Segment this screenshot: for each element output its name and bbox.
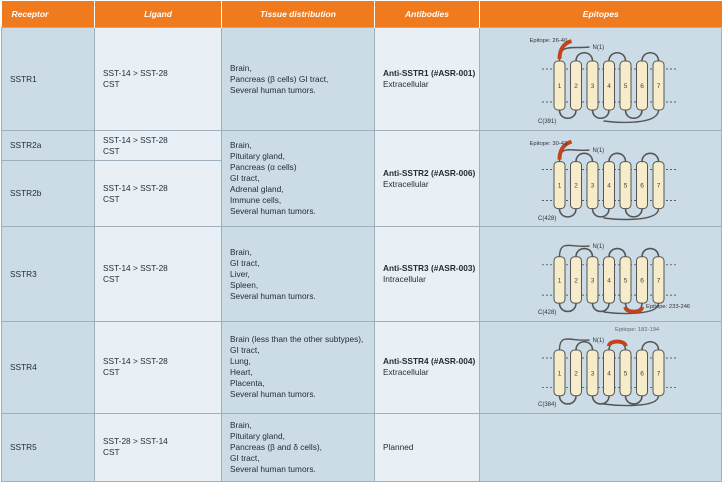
helix-number: 2: [573, 182, 578, 190]
ligand-line: CST: [103, 193, 120, 204]
antibody-cell: [375, 413, 480, 481]
table-row: [2, 321, 722, 413]
c-terminus-label: C(428): [537, 215, 556, 222]
loop: [559, 303, 576, 311]
tissue-line: Placenta,: [230, 378, 265, 389]
n-terminus-tail: [559, 339, 589, 350]
receptor-name: SSTR2a: [2, 131, 95, 161]
epitope-label: Epitope: 26-40: [529, 38, 567, 45]
loop: [592, 208, 609, 216]
c-terminus-label: C(391): [537, 119, 556, 126]
helix-number: 4: [606, 83, 611, 91]
helix-number: 1: [557, 277, 561, 285]
c-terminus-label: C(428): [537, 310, 556, 317]
ligand-line: SST-14 > SST-28: [103, 182, 168, 193]
tissue-cell: [222, 321, 375, 413]
loop: [576, 153, 593, 161]
helix-number: 4: [606, 370, 611, 378]
loop: [592, 396, 609, 404]
tissue-line: Pituitary gland,: [230, 151, 285, 162]
helix-number: 4: [606, 277, 611, 285]
helix-number: 4: [606, 182, 611, 190]
antibody-location: Extracellular: [383, 79, 429, 90]
helix-number: 3: [590, 370, 594, 378]
antibody-name: Anti-SSTR4 (#ASR-004): [383, 356, 476, 367]
tissue-line: Brain,: [230, 419, 252, 430]
loop: [642, 153, 659, 161]
helix-number: 6: [639, 277, 644, 285]
n-terminus-label: N(1): [592, 244, 604, 251]
antibody-name: Planned: [383, 441, 414, 452]
tissue-line: Several human tumors.: [230, 206, 316, 217]
receptor-schematic: [538, 244, 690, 316]
helix-number: 7: [656, 83, 660, 91]
header-antibodies: Antibodies: [375, 1, 480, 28]
ligand-line: SST-14 > SST-28: [103, 68, 168, 79]
ligand-cell: [95, 28, 222, 131]
antibody-cell: [375, 227, 480, 321]
ligand-line: SST-14 > SST-28: [103, 134, 168, 145]
c-terminus-label: C(384): [537, 402, 556, 409]
epitope-diagram-sstr1: [481, 29, 721, 129]
c-terminus-tail: [603, 208, 658, 219]
tissue-cell: [222, 28, 375, 131]
loop: [642, 342, 659, 350]
epitope-diagram-sstr4: [481, 322, 721, 412]
ligand-line: SST-28 > SST-14: [103, 436, 168, 447]
tissue-line: Brain,: [230, 62, 252, 73]
tissue-line: Liver,: [230, 268, 250, 279]
table-row: [2, 131, 722, 161]
receptor-name: SSTR1: [2, 28, 95, 131]
helix-number: 1: [557, 182, 561, 190]
tissue-line: Several human tumors.: [230, 389, 316, 400]
loop: [576, 53, 593, 61]
tissue-line: GI tract,: [230, 452, 260, 463]
ligand-cell: [95, 161, 222, 227]
helix-number: 1: [557, 370, 561, 378]
loop: [609, 53, 626, 61]
ligand-line: CST: [103, 274, 120, 285]
loop: [609, 153, 626, 161]
header-tissue: Tissue distribution: [222, 1, 375, 28]
header-ligand: Ligand: [95, 1, 222, 28]
ligand-line: CST: [103, 145, 120, 156]
loop: [576, 249, 593, 257]
antibody-name: Anti-SSTR3 (#ASR-003): [383, 263, 476, 274]
helix-number: 6: [639, 83, 644, 91]
tissue-cell: [222, 413, 375, 481]
loop: [625, 110, 642, 118]
table-row: [2, 227, 722, 321]
tissue-line: Brain (less than the other subtypes),: [230, 334, 364, 345]
helix-number: 3: [590, 277, 594, 285]
tissue-line: GI tract,: [230, 173, 260, 184]
loop: [576, 342, 593, 350]
table-row: [2, 28, 722, 131]
helix-number: 3: [590, 182, 594, 190]
tissue-line: Pituitary gland,: [230, 430, 285, 441]
epitope-mark: [609, 342, 626, 347]
loop: [609, 249, 626, 257]
receptor-name: SSTR2b: [2, 161, 95, 227]
epitope-cell: [480, 131, 722, 227]
n-terminus-label: N(1): [592, 147, 604, 154]
receptor-name: SSTR4: [2, 321, 95, 413]
antibody-cell: [375, 321, 480, 413]
tissue-line: Adrenal gland,: [230, 184, 284, 195]
loop: [592, 110, 609, 118]
antibody-name: Anti-SSTR1 (#ASR-001): [383, 68, 476, 79]
loop: [559, 110, 576, 118]
epitope-diagram-sstr2: [481, 132, 721, 226]
tissue-line: Pancreas (α cells): [230, 162, 297, 173]
ligand-line: CST: [103, 79, 120, 90]
tissue-line: Pancreas (β cells) GI tract,: [230, 73, 329, 84]
antibody-location: Intracellular: [383, 274, 426, 285]
helix-number: 3: [590, 83, 594, 91]
ligand-cell: [95, 321, 222, 413]
header-epitopes: Epitopes: [480, 1, 722, 28]
tissue-line: Several human tumors.: [230, 84, 316, 95]
helix-number: 6: [639, 182, 644, 190]
header-row: [2, 1, 722, 28]
ligand-line: SST-14 > SST-28: [103, 356, 168, 367]
tissue-line: Immune cells,: [230, 195, 282, 206]
antibody-cell: [375, 28, 480, 131]
tissue-line: GI tract,: [230, 345, 260, 356]
antibody-cell: [375, 131, 480, 227]
helix-number: 5: [623, 370, 627, 378]
epitope-label: Epitope: 30-43: [529, 140, 567, 147]
epitope-cell: [480, 321, 722, 413]
helix-number: 6: [639, 370, 644, 378]
helix-number: 7: [656, 182, 660, 190]
ligand-line: SST-14 > SST-28: [103, 263, 168, 274]
helix-number: 5: [623, 83, 627, 91]
antibody-location: Extracellular: [383, 178, 429, 189]
epitope-mark: [625, 307, 642, 312]
n-terminus-tail: [559, 150, 589, 162]
tissue-line: GI tract,: [230, 257, 260, 268]
receptor-schematic: [529, 38, 676, 125]
tissue-line: Heart,: [230, 367, 253, 378]
ligand-cell: [95, 227, 222, 321]
loop: [625, 208, 642, 216]
header-receptor: Receptor: [2, 1, 95, 28]
helix-number: 5: [623, 182, 627, 190]
loop: [559, 208, 576, 216]
ligand-cell: [95, 131, 222, 161]
c-terminus-tail: [603, 110, 658, 122]
loop: [592, 303, 609, 311]
epitope-cell: [480, 413, 722, 481]
epitope-label: Epitope: 182-194: [614, 327, 659, 334]
helix-number: 2: [573, 83, 578, 91]
helix-number: 1: [557, 83, 561, 91]
n-terminus-label: N(1): [592, 45, 604, 52]
ligand-line: CST: [103, 447, 120, 458]
loop: [559, 396, 576, 404]
n-terminus-tail: [559, 245, 589, 256]
helix-number: 5: [623, 277, 627, 285]
tissue-line: Several human tumors.: [230, 463, 316, 474]
tissue-line: Several human tumors.: [230, 290, 316, 301]
epitope-cell: [480, 227, 722, 321]
loop: [642, 53, 659, 61]
receptor-schematic: [529, 141, 676, 222]
n-terminus-tail: [559, 47, 589, 61]
helix-number: 2: [573, 370, 578, 378]
epitope-diagram-sstr3: [481, 228, 721, 320]
antibody-location: Extracellular: [383, 367, 429, 378]
helix-number: 2: [573, 277, 578, 285]
helix-number: 7: [656, 370, 660, 378]
epitope-cell: [480, 28, 722, 131]
ligand-cell: [95, 413, 222, 481]
antibody-name: Anti-SSTR2 (#ASR-006): [383, 167, 476, 178]
loop: [642, 249, 659, 257]
tissue-line: Spleen,: [230, 279, 259, 290]
receptor-name: SSTR5: [2, 413, 95, 481]
tissue-line: Brain,: [230, 140, 252, 151]
receptor-name: SSTR3: [2, 227, 95, 321]
receptor-table: [1, 1, 722, 482]
tissue-line: Pancreas (β and δ cells),: [230, 441, 322, 452]
n-terminus-label: N(1): [592, 338, 604, 345]
tissue-line: Brain,: [230, 246, 252, 257]
tissue-cell: [222, 131, 375, 227]
table-row: [2, 413, 722, 481]
tissue-cell: [222, 227, 375, 321]
epitope-label: Epitope: 233-246: [645, 304, 690, 311]
receptor-schematic: [538, 327, 676, 408]
tissue-line: Lung,: [230, 356, 251, 367]
loop: [625, 396, 642, 404]
ligand-line: CST: [103, 367, 120, 378]
helix-number: 7: [656, 277, 660, 285]
